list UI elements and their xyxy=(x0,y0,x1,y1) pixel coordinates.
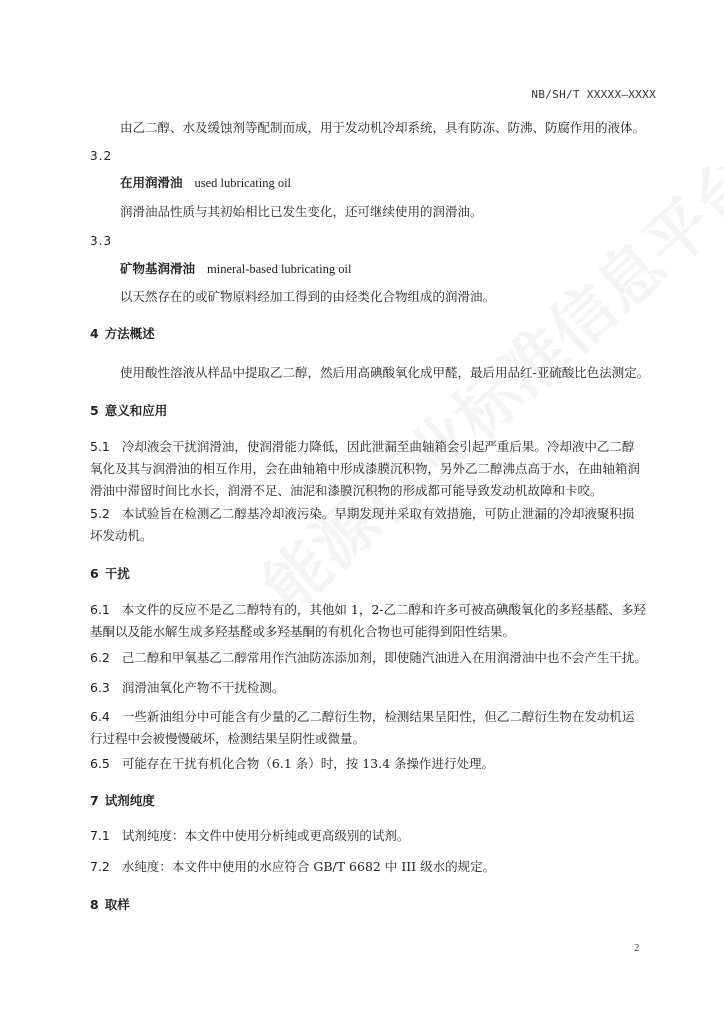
section-number: 7 xyxy=(90,793,99,808)
paragraph-line: 可能存在干扰有机化合物（6.1 条）时，按 13.4 条操作进行处理。 xyxy=(121,756,495,771)
section-number: 4 xyxy=(90,326,99,341)
paragraph-line: 基酮以及能水解生成多羟基醛或多羟基酮的有机化合物也可能得到阳性结果。 xyxy=(90,624,516,639)
section-heading xyxy=(90,323,155,345)
paragraph-number: 6.1 xyxy=(90,602,110,617)
term-en: used lubricating oil xyxy=(194,176,292,190)
term-definition: 润滑油品性质与其初始相比已发生变化，还可继续使用的润滑油。 xyxy=(120,204,483,219)
section-heading xyxy=(90,400,167,422)
section-number: 5 xyxy=(90,403,99,418)
method-summary: 使用酸性溶液从样品中提取乙二醇，然后用高碘酸氧化成甲醛，最后用品红-亚硫酸比色法测定。 xyxy=(120,365,650,380)
paragraph-5-2 xyxy=(90,503,662,547)
paragraph-7-2 xyxy=(90,856,662,878)
term-definition: 以天然存在的或矿物原料经加工得到的由烃类化合物组成的润滑油。 xyxy=(120,289,496,304)
paragraph-6-3 xyxy=(90,677,662,699)
section-heading xyxy=(90,563,130,585)
term-number: 3.3 xyxy=(90,234,113,248)
paragraph-line: 本试验旨在检测乙二醇基冷却液污染。早期发现并采取有效措施，可防止泄漏的冷却液聚积损 xyxy=(121,506,635,521)
paragraph-line: 滑油中滞留时间比水长，润滑不足、油泥和漆膜沉积物的形成都可能导致发动机故障和卡咬。 xyxy=(90,483,603,498)
paragraph-number: 5.1 xyxy=(90,439,110,454)
paragraph-number: 5.2 xyxy=(90,506,110,521)
paragraph-line: 坏发动机。 xyxy=(90,528,153,543)
term-heading xyxy=(120,258,351,280)
paragraph-number: 7.2 xyxy=(90,859,110,874)
paragraph-number: 6.3 xyxy=(90,680,110,695)
term-cn: 矿物基润滑油 xyxy=(120,261,196,276)
section-number: 8 xyxy=(90,897,99,912)
term-number: 3.2 xyxy=(90,149,113,163)
section-number: 6 xyxy=(90,566,99,581)
section-heading xyxy=(90,894,130,916)
paragraph-6-1 xyxy=(90,599,662,643)
paragraph-number: 6.4 xyxy=(90,709,110,724)
paragraph-line: 氧化及其与润滑油的相互作用，会在曲轴箱中形成漆膜沉积物，另外乙二醇沸点高于水，在曲轴箱润 xyxy=(90,461,641,476)
paragraph-number: 6.2 xyxy=(90,650,110,665)
section-title: 取样 xyxy=(104,897,130,912)
paragraph-line: 试剂纯度：本文件中使用分析纯或更高级别的试剂。 xyxy=(121,828,410,843)
paragraph-number: 7.1 xyxy=(90,828,110,843)
section-title: 试剂纯度 xyxy=(104,793,155,808)
section-title: 意义和应用 xyxy=(104,403,168,418)
page-number: 2 xyxy=(634,942,640,954)
paragraph-7-1 xyxy=(90,825,662,847)
paragraph-line: 润滑油氧化产物不干扰检测。 xyxy=(121,680,285,695)
section-title: 方法概述 xyxy=(104,326,155,341)
term-en: mineral-based lubricating oil xyxy=(207,262,352,276)
paragraph-5-1 xyxy=(90,436,662,502)
paragraph-6-5 xyxy=(90,753,662,775)
term-heading xyxy=(120,172,291,194)
paragraph-line: 冷却液会干扰润滑油，使润滑能力降低，因此泄漏至曲轴箱会引起严重后果。冷却液中乙二醇 xyxy=(121,439,635,454)
paragraph-line: 本文件的反应不是乙二醇特有的，其他如 1，2-乙二醇和许多可被高碘酸氧化的多羟基醛、多羟 xyxy=(121,602,646,617)
paragraph-6-4 xyxy=(90,706,662,750)
doc-code-header: NB/SH/T XXXXX—XXXX xyxy=(531,88,656,101)
paragraph-line: 己二醇和甲氧基乙二醇常用作汽油防冻添加剂，即使随汽油进入在用润滑油中也不会产生干扰。 xyxy=(121,650,647,665)
section-heading xyxy=(90,790,155,812)
paragraph-number: 6.5 xyxy=(90,756,110,771)
section-title: 干扰 xyxy=(104,566,130,581)
intro-text: 由乙二醇、水及缓蚀剂等配制而成，用于发动机冷却系统，具有防冻、防沸、防腐作用的液体。 xyxy=(120,120,646,135)
paragraph-6-2 xyxy=(90,647,662,669)
paragraph-line: 一些新油组分中可能含有少量的乙二醇衍生物，检测结果呈阳性，但乙二醇衍生物在发动机运 xyxy=(121,709,635,724)
term-cn: 在用润滑油 xyxy=(120,175,183,190)
paragraph-line: 行过程中会被慢慢破坏，检测结果呈阴性或微量。 xyxy=(90,731,366,746)
paragraph-line: 水纯度：本文件中使用的水应符合 GB/T 6682 中 III 级水的规定。 xyxy=(121,859,496,874)
